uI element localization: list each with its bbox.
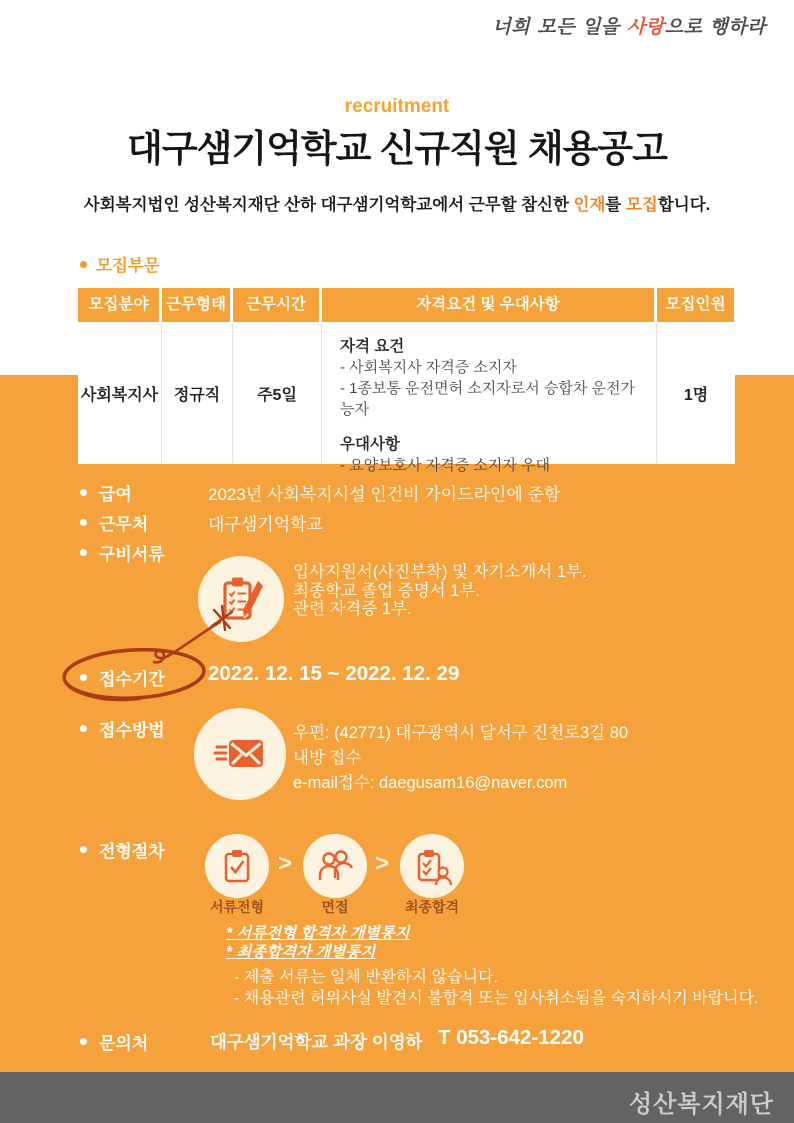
label-period-text: 접수기간 (99, 670, 165, 689)
method-line: e-mail접수: daegusam16@naver.com (293, 774, 568, 792)
label-contact-text: 문의처 (99, 1034, 149, 1053)
method-line: 내방 접수 (293, 749, 362, 767)
motto-highlight: 사랑 (626, 16, 665, 38)
bullet-icon (80, 1038, 87, 1045)
label-process-text: 전형절차 (99, 842, 165, 861)
qual-pref-item: - 요양보호사 자격증 소지자 우대 (340, 457, 551, 474)
label-salary-text: 급여 (99, 485, 132, 504)
value-workplace: 대구샘기억학교 (208, 515, 323, 534)
method-line: 우편: (42771) 대구광역시 달서구 진천로3길 80 (293, 724, 629, 742)
column-header-hours: 근무시간 (233, 288, 319, 322)
page-title: 대구샘기억학교 신규직원 채용공고 (127, 128, 667, 169)
clipboard-pencil-icon (198, 556, 284, 642)
label-salary (80, 480, 132, 505)
cell-count: 1명 (657, 323, 735, 464)
cell-type: 정규직 (162, 323, 233, 464)
bullet-icon (80, 725, 87, 732)
footer-org-name: 성산복지재단 (628, 1091, 774, 1118)
process-caution: - 제출 서류는 일체 반환하지 않습니다. (234, 969, 498, 986)
cell-hours: 주5일 (233, 323, 322, 464)
subtitle-highlight-2: 모집 (625, 196, 658, 214)
table-row (78, 323, 735, 474)
motto (492, 12, 766, 39)
documents-list (293, 563, 587, 619)
label-period (80, 665, 165, 690)
process-notes (226, 924, 410, 962)
step-label-interview: 면접 (321, 899, 349, 915)
mail-icon (194, 708, 286, 800)
process-note: * 최종합격자 개별통지 (226, 944, 376, 961)
label-documents-text: 구비서류 (99, 545, 165, 564)
label-process (80, 837, 165, 862)
process-note: * 서류전형 합격자 개별통지 (226, 925, 410, 942)
column-header-quals: 자격요건 및 우대사항 (322, 288, 654, 322)
table-header-row (78, 288, 735, 322)
bullet-icon (80, 846, 87, 853)
subtitle-text-3: 합니다. (657, 196, 711, 214)
qual-req-item: - 사회복지사 자격증 소지자 (340, 359, 517, 376)
column-header-field: 모집분야 (78, 288, 159, 322)
subtitle-text-2: 를 (605, 196, 626, 214)
value-salary: 2023년 사회복지시설 인건비 가이드라인에 준함 (208, 485, 561, 504)
motto-text-1: 너희 모든 일을 (492, 16, 627, 38)
chevron-right-icon: > (278, 850, 293, 877)
chevron-right-icon: > (375, 850, 390, 877)
value-period: 2022. 12. 15 ~ 2022. 12. 29 (208, 662, 460, 685)
process-caution: - 채용관련 허위사실 발견시 불합격 또는 입사취소됨을 숙지하시기 바랍니다. (234, 990, 759, 1007)
motto-text-2: 으로 행하라 (664, 16, 766, 38)
documents-item: 관련 자격증 1부. (293, 600, 412, 618)
label-workplace-text: 근무처 (99, 515, 149, 534)
qual-req-item: - 1종보통 운전면허 소지자로서 승합차 운전가능자 (340, 380, 635, 418)
label-contact (80, 1029, 148, 1054)
people-icon (303, 834, 367, 898)
bullet-icon (80, 261, 87, 268)
label-documents (80, 540, 165, 565)
bullet-icon (80, 549, 87, 556)
bullet-icon (80, 519, 87, 526)
label-workplace (80, 510, 148, 535)
footer (0, 1072, 794, 1123)
recruitment-eyebrow: recruitment (344, 96, 450, 117)
label-method (80, 716, 165, 741)
recruit-table (78, 288, 735, 474)
cell-field: 사회복지사 (78, 323, 162, 464)
documents-item: 입사지원서(사진부착) 및 자기소개서 1부. (293, 563, 587, 581)
column-header-count: 모집인원 (657, 288, 734, 322)
section-title-recruit (80, 252, 160, 276)
label-method-text: 접수방법 (99, 721, 165, 740)
value-contact-phone: T 053-642-1220 (438, 1026, 584, 1049)
step-label-document-screening: 서류전형 (209, 899, 265, 915)
section-title-label: 모집부문 (96, 257, 160, 275)
column-header-type: 근무형태 (162, 288, 230, 322)
clipboard-person-icon (400, 834, 464, 898)
clipboard-check-icon (205, 834, 269, 898)
bullet-icon (80, 489, 87, 496)
method-lines (293, 721, 628, 796)
value-contact-person: 대구샘기억학교 과장 이영하 (210, 1032, 423, 1052)
qual-req-title: 자격 요건 (340, 338, 405, 355)
subtitle (0, 191, 794, 215)
cell-qualifications (322, 323, 657, 474)
process-cautions (234, 967, 758, 1009)
bullet-icon (80, 674, 87, 681)
subtitle-text-1: 사회복지법인 성산복지재단 산하 대구샘기억학교에서 근무할 참신한 (83, 196, 574, 214)
step-label-final-pass: 최종합격 (404, 899, 460, 915)
subtitle-highlight-1: 인재 (573, 196, 606, 214)
documents-item: 최종학교 졸업 증명서 1부. (293, 581, 480, 600)
qual-pref-title: 우대사항 (340, 436, 400, 453)
